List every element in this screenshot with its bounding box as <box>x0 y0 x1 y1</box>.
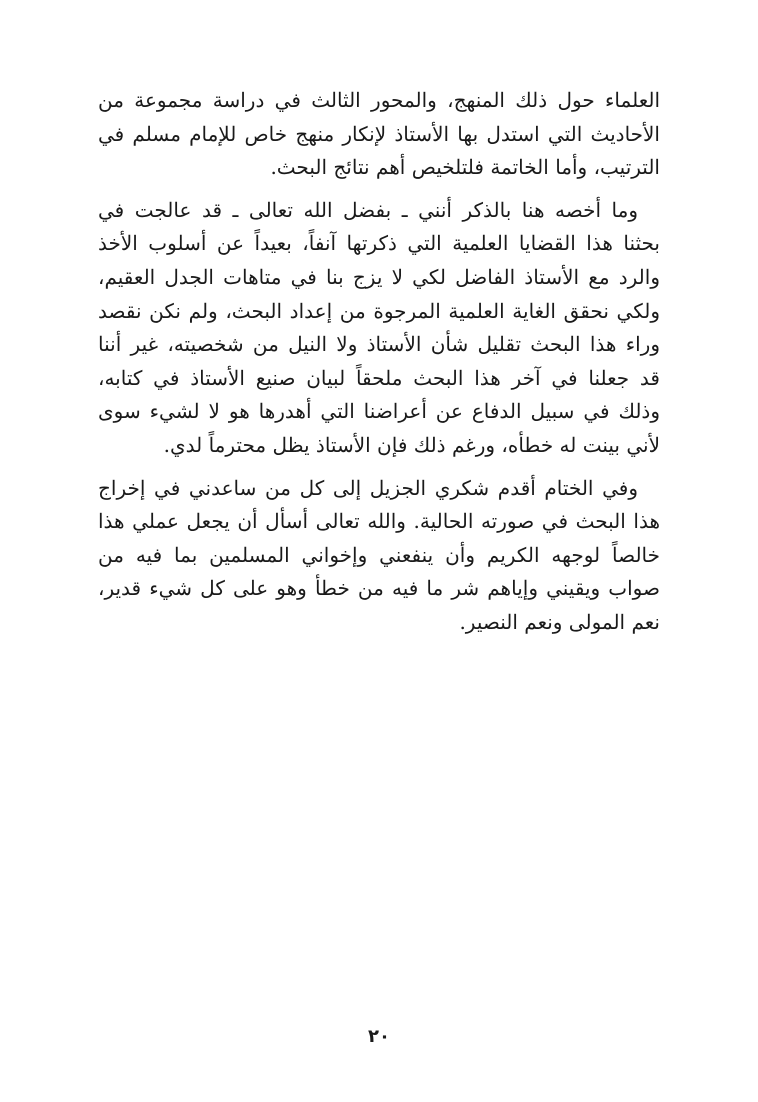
paragraph-3 <box>98 472 660 640</box>
text-line: هذا البحث في صورته الحالية. والله تعالى أسأل أن يجعل عملي هذا <box>98 509 660 534</box>
paragraph-2 <box>98 194 660 463</box>
text-line: نعم المولى ونعم النصير. <box>459 609 660 634</box>
text-line: وما أخصه هنا بالذكر أنني ـ بفضل الله تعالى ـ قد عالجت في <box>98 197 638 222</box>
text-line: بحثنا هذا القضايا العلمية التي ذكرتها آنفاً، بعيداً عن أسلوب الأخذ <box>98 231 660 256</box>
text-line: والرد مع الأستاذ الفاضل لكي لا يزج بنا في متاهات الجدل العقيم، <box>98 264 660 289</box>
text-line: وراء هذا البحث تقليل شأن الأستاذ ولا النيل من شخصيته، غير أننا <box>98 332 660 357</box>
text-line: الترتيب، وأما الخاتمة فلتلخيص أهم نتائج البحث. <box>270 155 660 180</box>
text-line: وذلك في سبيل الدفاع عن أعراضنا التي أهدرها هو لا لشيء سوى <box>98 399 660 424</box>
text-line: لأني بينت له خطأه، ورغم ذلك فإن الأستاذ يظل محترماً لدي. <box>163 432 660 457</box>
page-number: ٢٠ <box>368 1026 390 1047</box>
text-line: صواب ويقيني وإياهم شر ما فيه من خطأ وهو على كل شيء قدير، <box>98 576 660 601</box>
text-line: وفي الختام أقدم شكري الجزيل إلى كل من ساعدني في إخراج <box>98 475 638 500</box>
text-line: ولكي نحقق الغاية العلمية المرجوة من إعداد البحث، ولم نكن نقصد <box>98 298 660 323</box>
paragraph-1 <box>98 84 660 185</box>
body-text <box>98 84 660 640</box>
text-line: خالصاً لوجهه الكريم وأن ينفعني وإخواني المسلمين بما فيه من <box>98 542 660 567</box>
text-line: الأحاديث التي استدل بها الأستاذ لإنكار منهج خاص للإمام مسلم في <box>98 121 660 146</box>
text-line: قد جعلنا في آخر هذا البحث ملحقاً لبيان صنيع الأستاذ في كتابه، <box>98 365 660 390</box>
text-line: العلماء حول ذلك المنهج، والمحور الثالث في دراسة مجموعة من <box>98 88 660 112</box>
